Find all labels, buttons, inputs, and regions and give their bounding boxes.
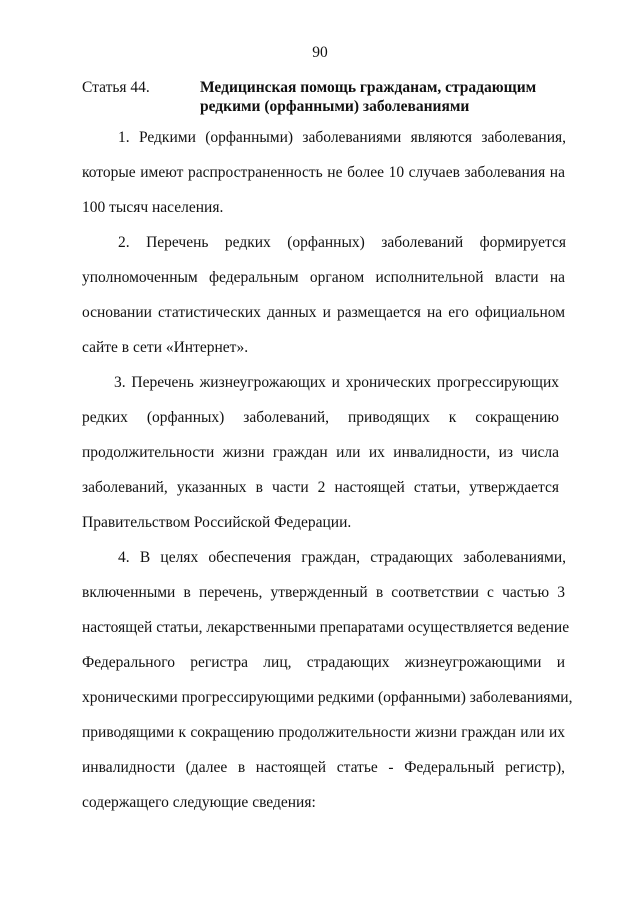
article-title-line-2: редкими (орфанными) заболеваниями [200,98,470,115]
paragraph-4-line-1: 4. В целях обеспечения граждан, страдающих заболеваниями, [118,549,566,566]
paragraph-4-line-6: приводящими к сокращению продолжительности жизни граждан или их [82,724,565,741]
paragraph-3-line-4: заболеваний, указанных в части 2 настоящей статьи, утверждается [82,479,559,496]
paragraph-1-line-2: которые имеют распространенность не более 10 случаев заболевания на [82,164,565,181]
article-title-line-1: Медицинская помощь гражданам, страдающим [200,79,537,96]
article-title [200,78,560,116]
paragraph-4-line-5: хроническими прогрессирующими редкими (орфанными) заболеваниями, [82,689,573,706]
paragraph-1-line-1: 1. Редкими (орфанными) заболеваниями являются заболевания, [118,129,566,146]
paragraph-3-line-5: Правительством Российской Федерации. [82,514,352,531]
paragraph-4-line-2: включенными в перечень, утвержденный в соответствии с частью 3 [82,584,565,601]
paragraph-3-line-2: редких (орфанных) заболеваний, приводящих к сокращению [82,409,559,426]
paragraph-3-line-3: продолжительности жизни граждан или их инвалидности, из числа [82,444,559,461]
page-number: 90 [312,44,328,61]
paragraph-3-line-1: 3. Перечень жизнеугрожающих и хронических прогрессирующих [114,374,559,391]
paragraph-4-line-7: инвалидности (далее в настоящей статье - Федеральный регистр), [82,759,565,776]
paragraph-4-line-3: настоящей статьи, лекарственными препаратами осуществляется ведение [82,619,570,636]
paragraph-2-line-3: основании статистических данных и размещается на его официальном [82,304,565,321]
paragraph-2-line-2: уполномоченным федеральным органом исполнительной власти на [82,269,565,286]
paragraph-4-line-8: содержащего следующие сведения: [82,794,316,811]
paragraph-4-line-4: Федерального регистра лиц, страдающих жизнеугрожающими и [82,654,565,671]
paragraph-2-line-4: сайте в сети «Интернет». [82,339,249,356]
paragraph-2-line-1: 2. Перечень редких (орфанных) заболеваний формируется [118,234,566,251]
article-number: Статья 44. [82,79,150,96]
paragraph-1-line-3: 100 тысяч населения. [82,199,224,216]
